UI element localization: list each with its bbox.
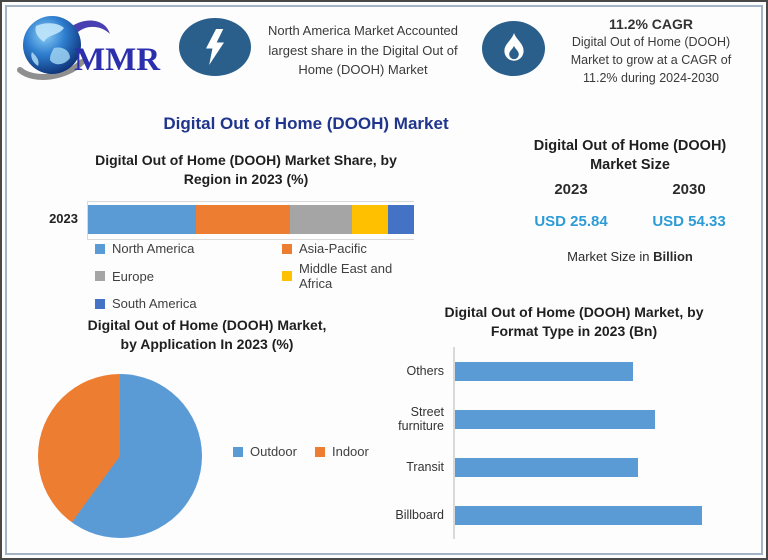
flame-badge <box>482 21 545 76</box>
legend-swatch-icon <box>282 271 292 281</box>
cagr-title: 11.2% CAGR <box>608 16 694 32</box>
region-segment-asia-pacific <box>196 205 291 234</box>
format-category-label: Street furniture <box>398 404 444 433</box>
legend-swatch-icon <box>233 447 243 457</box>
logo-text: MMR <box>74 42 161 78</box>
format-bar-zone <box>453 395 728 443</box>
legend-item <box>95 241 282 256</box>
application-pie <box>38 374 202 538</box>
region-plot-topline <box>87 201 414 202</box>
format-bar-chart <box>393 347 728 539</box>
region-segment-europe <box>290 205 352 234</box>
globe-logo-icon <box>14 8 176 86</box>
legend-label: Indoor <box>331 444 369 459</box>
lightning-icon <box>202 29 228 65</box>
market-size-note <box>512 249 748 264</box>
legend-label: Outdoor <box>250 444 297 459</box>
format-bar <box>455 410 655 429</box>
legend-item <box>95 296 282 311</box>
region-chart-title: Digital Out of Home (DOOH) Market Share, by Region in 2023 (%) <box>95 152 397 187</box>
pie-legend-item <box>233 444 297 459</box>
format-row-transit <box>393 443 728 491</box>
lightning-badge <box>179 18 251 76</box>
format-category-label: Transit <box>406 459 444 474</box>
cagr-text: Digital Out of Home (DOOH) Market to grow at a CAGR of 11.2% during 2024-2030 <box>570 35 732 85</box>
region-stacked-bar <box>88 205 414 234</box>
legend-swatch-icon <box>95 271 105 281</box>
format-bar-zone <box>453 443 728 491</box>
year-2023: 2023 <box>554 181 588 198</box>
page-title: Digital Out of Home (DOOH) Market <box>163 114 449 133</box>
format-bar <box>455 458 638 477</box>
value-2023: USD 25.84 <box>534 213 608 230</box>
cagr-block <box>550 16 752 87</box>
market-size-years <box>512 181 748 198</box>
legend-item <box>95 261 282 291</box>
value-2030: USD 54.33 <box>652 213 726 230</box>
highlight-north-america: North America Market Accounted largest share in the Digital Out of Home (DOOH) Market <box>267 23 459 77</box>
region-segment-middle-east-and-africa <box>352 205 388 234</box>
application-chart-title: Digital Out of Home (DOOH) Market, by Application In 2023 (%) <box>87 317 327 352</box>
format-bar-zone <box>453 347 728 395</box>
region-segment-south-america <box>388 205 414 234</box>
format-category-label: Billboard <box>395 507 444 522</box>
legend-swatch-icon <box>95 299 105 309</box>
note-prefix: Market Size in <box>567 249 654 264</box>
legend-label: Middle East and Africa <box>299 261 393 291</box>
format-bar <box>455 362 633 381</box>
legend-swatch-icon <box>315 447 325 457</box>
market-size-values <box>512 213 748 230</box>
format-row-street-furniture <box>393 395 728 443</box>
region-x-axis <box>87 239 414 240</box>
year-2030: 2030 <box>672 181 706 198</box>
mmr-logo <box>14 8 176 86</box>
pie-legend-item <box>315 444 369 459</box>
region-legend <box>95 241 425 311</box>
market-size-title: Digital Out of Home (DOOH) Market Size <box>533 138 727 173</box>
format-category-label: Others <box>406 363 444 378</box>
format-row-others <box>393 347 728 395</box>
legend-label: South America <box>112 296 197 311</box>
format-bar-zone <box>453 491 728 539</box>
legend-label: Europe <box>112 268 154 284</box>
flame-icon <box>501 33 527 65</box>
application-legend <box>233 444 369 459</box>
legend-swatch-icon <box>282 244 292 254</box>
legend-swatch-icon <box>95 244 105 254</box>
legend-label: North America <box>112 241 195 256</box>
format-chart-title: Digital Out of Home (DOOH) Market, by Format Type in 2023 (Bn) <box>444 304 704 339</box>
legend-item <box>282 261 425 291</box>
note-bold: Billion <box>653 249 693 264</box>
legend-label: Asia-Pacific <box>299 241 367 256</box>
format-row-billboard <box>393 491 728 539</box>
format-bar <box>455 506 702 525</box>
region-segment-north-america <box>88 205 196 234</box>
region-axis-label-2023: 2023 <box>49 211 78 226</box>
legend-item <box>282 241 425 256</box>
